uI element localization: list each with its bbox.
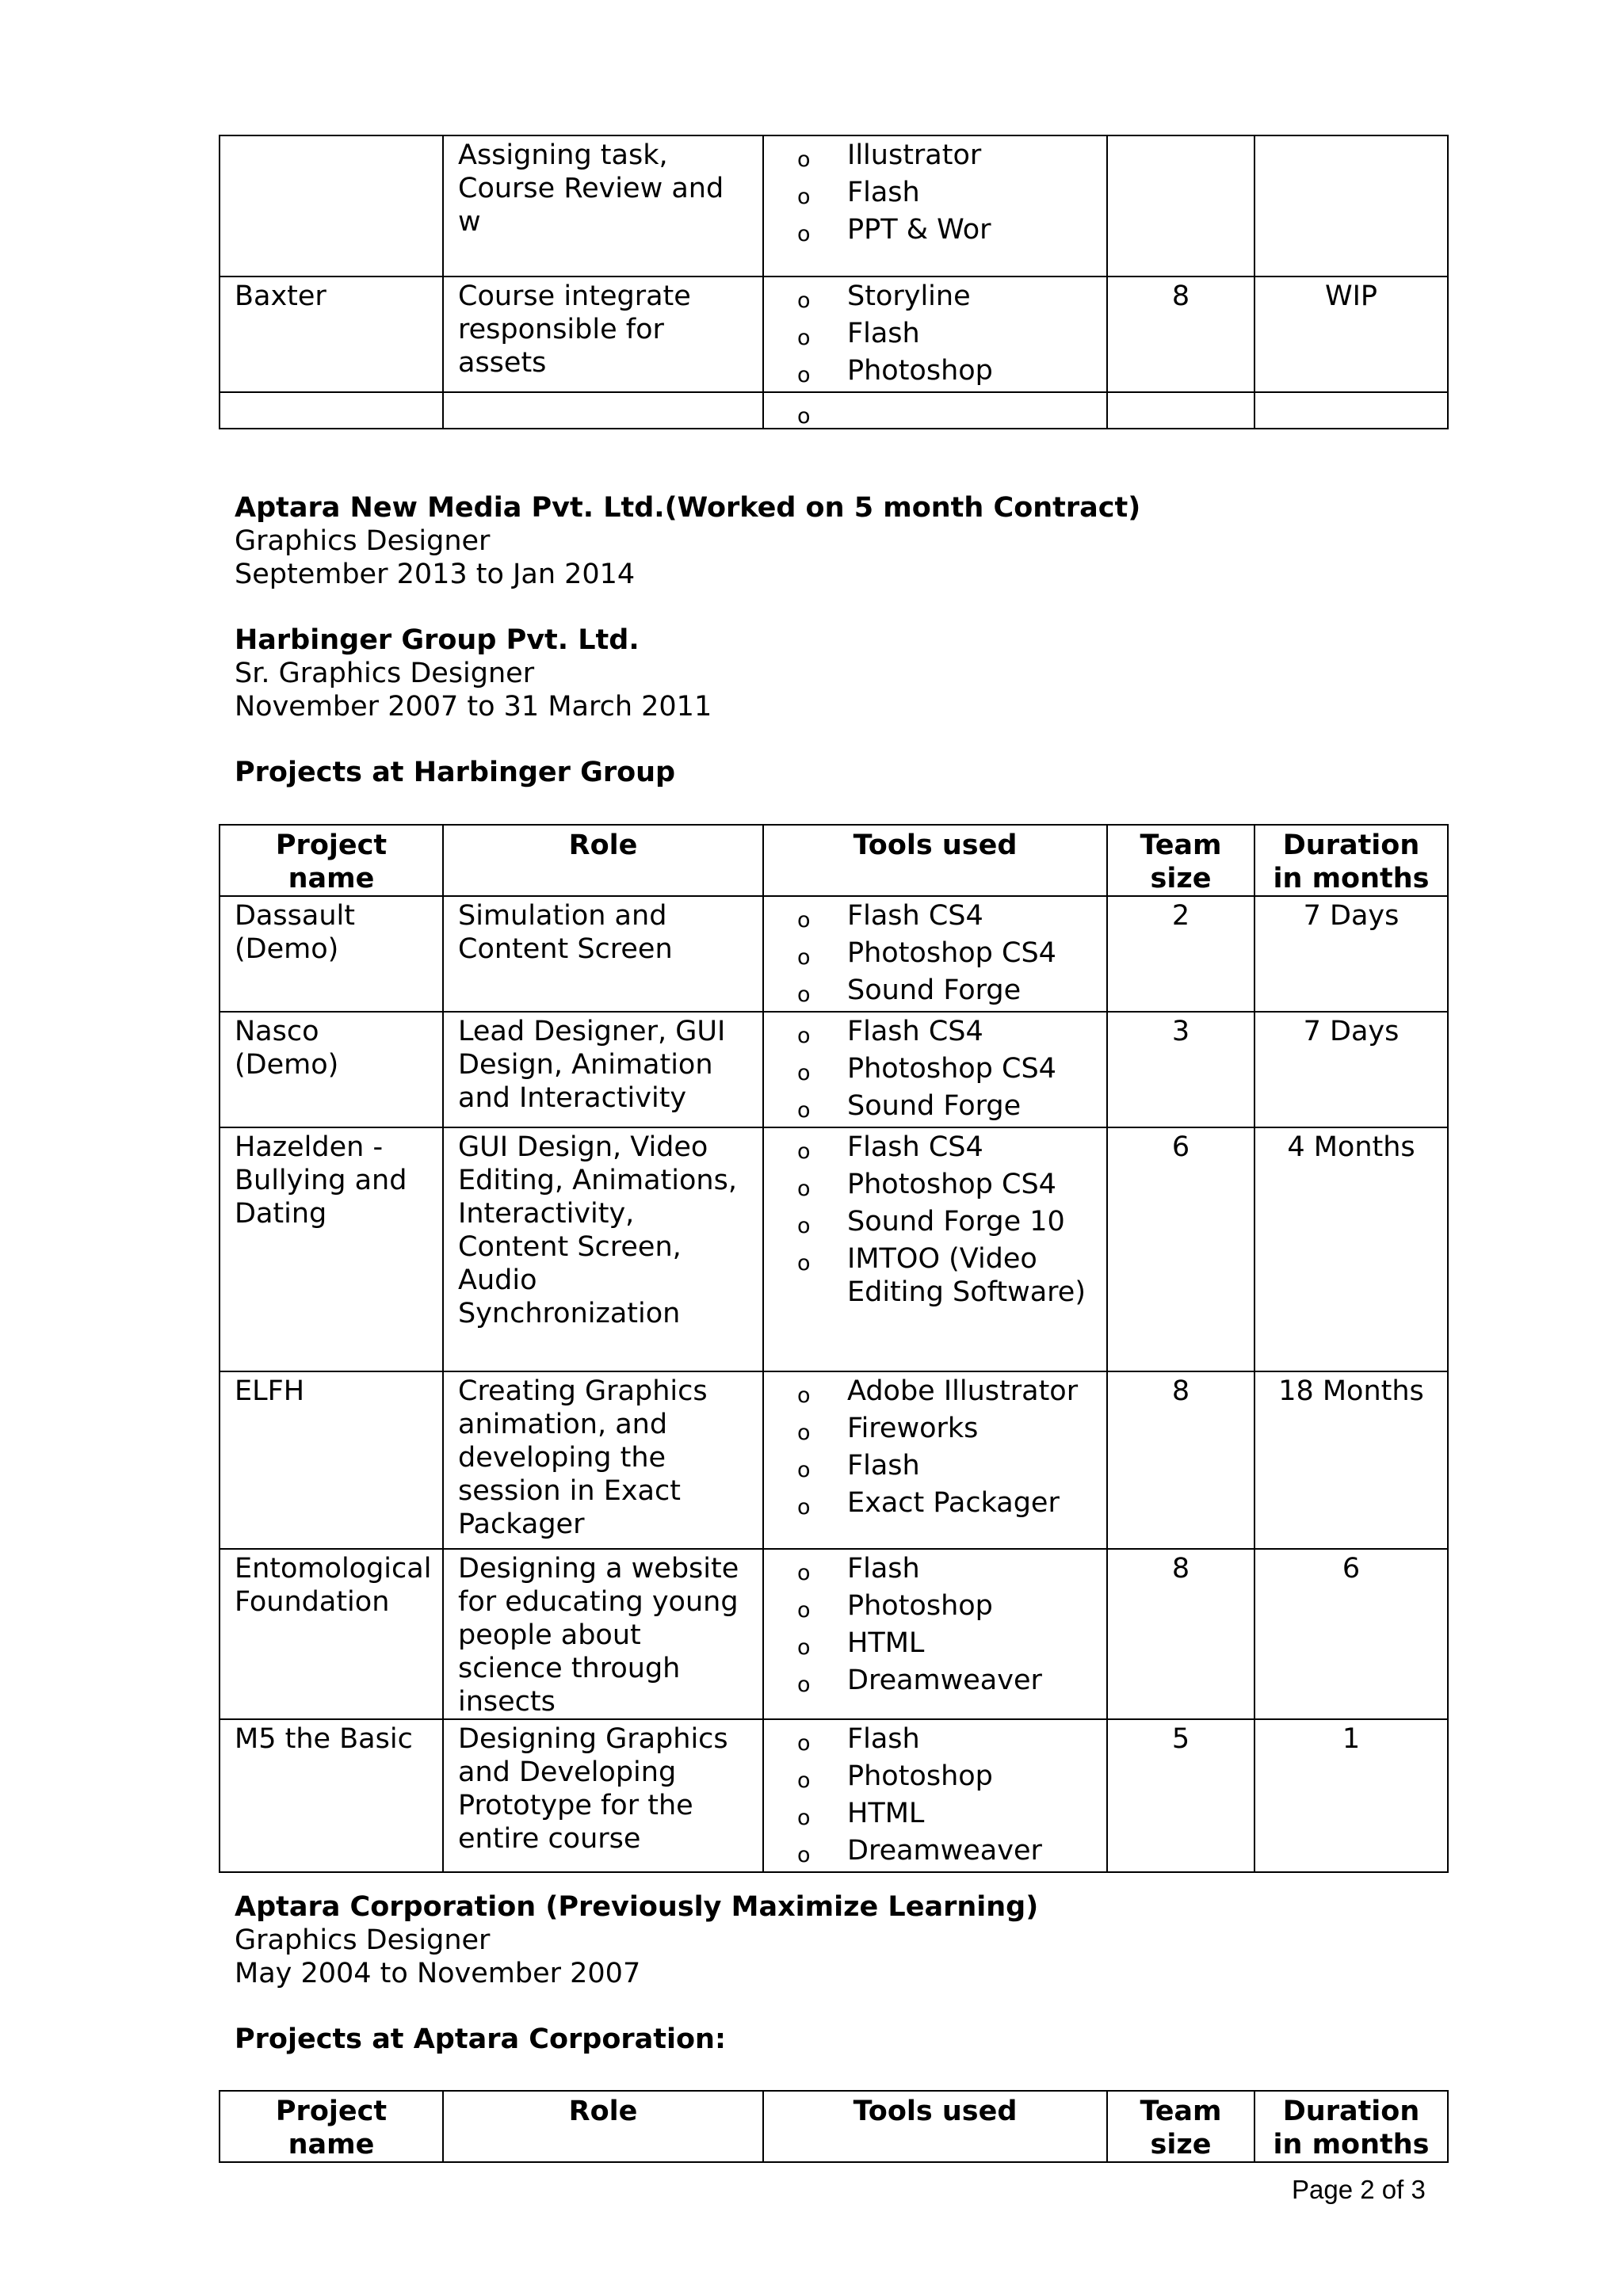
tool-item: o Adobe Illustrator — [778, 1375, 1092, 1409]
bullet-icon: o — [797, 1458, 811, 1482]
table-top-continuation — [219, 135, 1449, 429]
bullet-icon: o — [797, 185, 811, 209]
bullet-icon: o — [797, 1177, 811, 1201]
tools-cell — [763, 896, 1107, 1012]
bullet-icon: o — [797, 1139, 811, 1164]
tool-item: o Photoshop CS4 — [778, 936, 1092, 971]
bullet-icon: o — [797, 1421, 811, 1445]
bullet-icon: o — [797, 1561, 811, 1585]
role-cell: Assigning task, Course Review and w — [443, 135, 763, 277]
header-duration: Duration in months — [1254, 2091, 1448, 2162]
table-row — [220, 392, 1448, 429]
table-row — [220, 896, 1448, 1012]
company-heading: Aptara Corporation (Previously Maximize Learning) — [235, 1891, 1039, 1923]
page-number: Page 2 of 3 — [1292, 2175, 1426, 2204]
bullet-icon: o — [797, 1024, 811, 1048]
header-role: Role — [443, 2091, 763, 2162]
project-cell — [220, 135, 443, 277]
role-cell: Lead Designer, GUI Design, Animation and Interactivity — [443, 1012, 763, 1127]
duration-cell: 7 Days — [1254, 1012, 1448, 1127]
table-row — [220, 135, 1448, 277]
role-cell: GUI Design, Video Editing, Animations, Interactivity, Content Screen, Audio Synchronization — [443, 1127, 763, 1371]
duration-cell: 1 — [1254, 1719, 1448, 1872]
table-harbinger-projects — [219, 824, 1449, 1873]
table-row — [220, 1719, 1448, 1872]
project-cell: ELFH — [220, 1371, 443, 1549]
tool-item: o Sound Forge — [778, 974, 1092, 1009]
bullet-icon: o — [797, 1806, 811, 1830]
duration-cell: 4 Months — [1254, 1127, 1448, 1371]
tools-cell — [763, 1719, 1107, 1872]
header-role: Role — [443, 825, 763, 896]
tools-cell — [763, 1127, 1107, 1371]
bullet-icon: o — [797, 404, 811, 429]
tool-item: o Photoshop — [778, 354, 1092, 389]
tool-item: o Photoshop — [778, 1760, 1092, 1794]
tools-cell — [763, 1012, 1107, 1127]
bullet-icon: o — [797, 1061, 811, 1085]
bullet-icon: o — [797, 1768, 811, 1793]
duration-cell: 6 — [1254, 1549, 1448, 1719]
role-cell: Course integrate responsible for assets — [443, 277, 763, 392]
duration-cell: 7 Days — [1254, 896, 1448, 1012]
bullet-icon: o — [797, 1383, 811, 1408]
bullet-icon: o — [797, 945, 811, 970]
tool-item — [778, 395, 1092, 427]
job-dates: May 2004 to November 2007 — [235, 1958, 641, 1989]
project-cell — [220, 392, 443, 429]
tools-cell — [763, 392, 1107, 429]
team-cell: 5 — [1107, 1719, 1254, 1872]
job-title: Graphics Designer — [235, 525, 491, 557]
tool-item: o Photoshop CS4 — [778, 1052, 1092, 1087]
team-cell — [1107, 392, 1254, 429]
header-project: Project name — [220, 825, 443, 896]
tool-item: o Flash — [778, 176, 1092, 211]
job-title: Sr. Graphics Designer — [235, 658, 535, 689]
header-tools: Tools used — [763, 825, 1107, 896]
header-project: Project name — [220, 2091, 443, 2162]
tool-item: o Flash — [778, 1449, 1092, 1484]
tool-item: o Flash — [778, 1552, 1092, 1587]
project-cell: Baxter — [220, 277, 443, 392]
role-cell: Simulation and Content Screen — [443, 896, 763, 1012]
tool-item: o IMTOO (Video Editing Software) — [797, 1243, 1086, 1308]
bullet-icon: o — [797, 1495, 811, 1520]
bullet-icon: o — [797, 1098, 811, 1123]
team-cell: 8 — [1107, 1549, 1254, 1719]
project-cell: Hazelden - Bullying and Dating — [220, 1127, 443, 1371]
team-cell: 8 — [1107, 277, 1254, 392]
projects-heading-aptara: Projects at Aptara Corporation: — [235, 2023, 726, 2055]
tool-item: o Storyline — [778, 280, 1092, 315]
duration-cell — [1254, 392, 1448, 429]
company-heading: Aptara New Media Pvt. Ltd.(Worked on 5 month Contract) — [235, 492, 1141, 524]
table-row — [220, 277, 1448, 392]
project-cell: Nasco (Demo) — [220, 1012, 443, 1127]
table-header-row — [220, 2091, 1448, 2162]
bullet-icon: o — [797, 1214, 811, 1238]
table-row — [220, 1549, 1448, 1719]
bullet-icon: o — [797, 1598, 811, 1623]
tool-item: o Flash — [778, 1722, 1092, 1757]
role-cell: Creating Graphics animation, and developing the session in Exact Packager — [443, 1371, 763, 1549]
header-duration: Duration in months — [1254, 825, 1448, 896]
job-dates: September 2013 to Jan 2014 — [235, 559, 636, 590]
bullet-icon: o — [797, 1731, 811, 1756]
tools-cell — [763, 1371, 1107, 1549]
header-team: Team size — [1107, 2091, 1254, 2162]
tools-cell — [763, 135, 1107, 277]
tool-item: o Photoshop CS4 — [778, 1168, 1092, 1203]
section-aptara-corporation — [235, 1890, 1038, 1990]
bullet-icon: o — [797, 147, 811, 172]
bullet-icon: o — [797, 982, 811, 1007]
job-dates: November 2007 to 31 March 2011 — [235, 691, 712, 723]
tool-item: o Flash CS4 — [778, 899, 1092, 934]
tool-item: o Photoshop — [778, 1589, 1092, 1624]
team-cell: 6 — [1107, 1127, 1254, 1371]
bullet-icon: o — [797, 1635, 811, 1660]
header-team: Team size — [1107, 825, 1254, 896]
bullet-icon: o — [797, 1843, 811, 1867]
bullet-icon: o — [797, 1251, 811, 1276]
tool-item: o Sound Forge 10 — [778, 1205, 1092, 1240]
job-title: Graphics Designer — [235, 1924, 491, 1956]
team-cell: 8 — [1107, 1371, 1254, 1549]
table-row — [220, 1012, 1448, 1127]
role-cell — [443, 392, 763, 429]
tool-item: o PPT & Wor — [778, 213, 1092, 248]
header-tools: Tools used — [763, 2091, 1107, 2162]
project-cell: M5 the Basic — [220, 1719, 443, 1872]
tool-item: o Fireworks — [778, 1412, 1092, 1447]
table-header-row — [220, 825, 1448, 896]
team-cell — [1107, 135, 1254, 277]
table-aptara-projects — [219, 2090, 1449, 2163]
duration-cell: WIP — [1254, 277, 1448, 392]
tool-item: o Dreamweaver — [778, 1664, 1092, 1699]
tool-item: o Dreamweaver — [778, 1834, 1092, 1869]
section-aptara-new-media — [235, 491, 1140, 591]
tool-item: o Sound Forge — [778, 1089, 1092, 1124]
tools-cell — [763, 1549, 1107, 1719]
bullet-icon: o — [797, 288, 811, 313]
bullet-icon: o — [797, 326, 811, 350]
role-cell: Designing Graphics and Developing Prototype for the entire course — [443, 1719, 763, 1872]
tools-cell — [763, 277, 1107, 392]
tool-item: o Flash — [778, 317, 1092, 352]
project-cell: Dassault (Demo) — [220, 896, 443, 1012]
project-cell: Entomological Foundation — [220, 1549, 443, 1719]
team-cell: 2 — [1107, 896, 1254, 1012]
table-row — [220, 1127, 1448, 1371]
projects-heading-harbinger: Projects at Harbinger Group — [235, 757, 676, 788]
tool-item: o Exact Packager — [778, 1486, 1092, 1521]
bullet-icon: o — [797, 908, 811, 933]
section-harbinger — [235, 624, 712, 723]
tool-item: o Illustrator — [778, 139, 1092, 174]
role-cell: Designing a website for educating young people about science through insects — [443, 1549, 763, 1719]
bullet-icon: o — [797, 1672, 811, 1697]
bullet-icon: o — [797, 363, 811, 387]
bullet-icon: o — [797, 222, 811, 246]
duration-cell — [1254, 135, 1448, 277]
tool-item: o Flash CS4 — [778, 1131, 1092, 1165]
team-cell: 3 — [1107, 1012, 1254, 1127]
table-row — [220, 1371, 1448, 1549]
tool-item: o HTML — [778, 1627, 1092, 1661]
tool-item: o HTML — [778, 1797, 1092, 1832]
duration-cell: 18 Months — [1254, 1371, 1448, 1549]
tool-item: o Flash CS4 — [778, 1015, 1092, 1050]
company-heading: Harbinger Group Pvt. Ltd. — [235, 624, 640, 656]
